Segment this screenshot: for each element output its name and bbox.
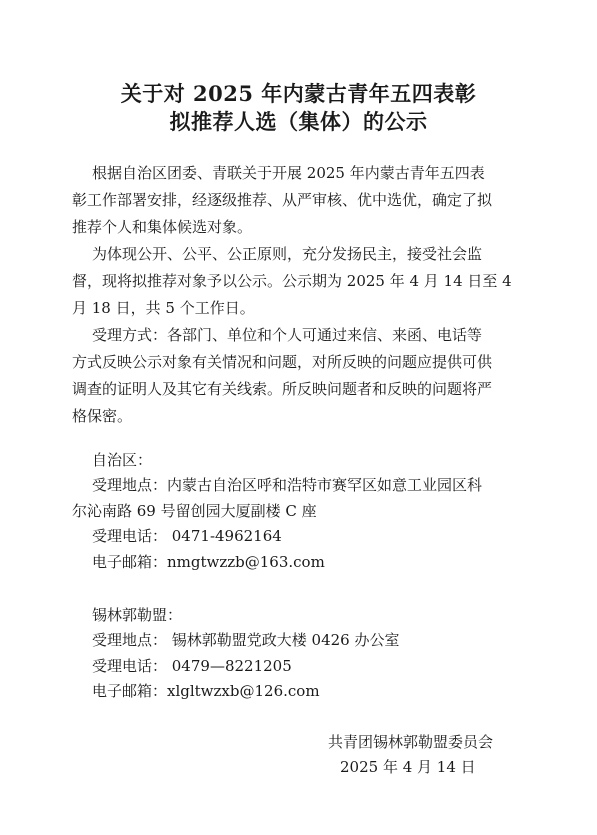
contact-1-phone: 受理电话： 0471-4962164 xyxy=(92,527,282,545)
contact-2-email: 电子邮箱：xlgltwzxb@126.com xyxy=(92,682,320,700)
signature-date: 2025 年 4 月 14 日 xyxy=(340,758,476,776)
paragraph-1-line-2: 彰工作部署安排，经逐级推荐、从严审核、优中选优，确定了拟 xyxy=(72,191,493,209)
contact-1-address-line-1: 受理地点：内蒙古自治区呼和浩特市赛罕区如意工业园区科 xyxy=(92,476,483,494)
paragraph-3-line-2: 方式反映公示对象有关情况和问题，对所反映的问题应提供可供 xyxy=(72,353,493,371)
paragraph-2-line-2: 督，现将拟推荐对象予以公示。公示期为 2025 年 4 月 14 日至 4 xyxy=(72,272,512,290)
title-line-2: 拟推荐人选（集体）的公示 xyxy=(169,109,428,134)
paragraph-2-line-3: 月 18 日，共 5 个工作日。 xyxy=(72,299,255,317)
contact-2-phone: 受理电话： 0479—8221205 xyxy=(92,657,292,675)
contact-1-address-line-2: 尔沁南路 69 号留创园大厦副楼 C 座 xyxy=(72,502,317,520)
paragraph-3-line-3: 调查的证明人及其它有关线索。所反映问题者和反映的问题将严 xyxy=(72,380,493,398)
paragraph-3-line-1: 受理方式：各部门、单位和个人可通过来信、来函、电话等 xyxy=(92,326,483,344)
signature-organization: 共青团锡林郭勒盟委员会 xyxy=(328,733,494,751)
paragraph-1-line-3: 推荐个人和集体候选对象。 xyxy=(72,218,253,236)
paragraph-2-line-1: 为体现公开、公平、公正原则，充分发扬民主，接受社会监 xyxy=(92,245,483,263)
paragraph-1-line-1: 根据自治区团委、青联关于开展 2025 年内蒙古青年五四表 xyxy=(92,164,485,182)
contact-1-heading: 自治区： xyxy=(92,451,153,469)
paragraph-3-line-4: 格保密。 xyxy=(72,407,133,425)
contact-1-email: 电子邮箱：nmgtwzzb@163.com xyxy=(92,553,325,571)
title-line-1: 关于对 2025 年内蒙古青年五四表彰 xyxy=(120,81,477,106)
contact-2-address: 受理地点： 锡林郭勒盟党政大楼 0426 办公室 xyxy=(92,631,400,649)
contact-2-heading: 锡林郭勒盟： xyxy=(92,606,183,624)
